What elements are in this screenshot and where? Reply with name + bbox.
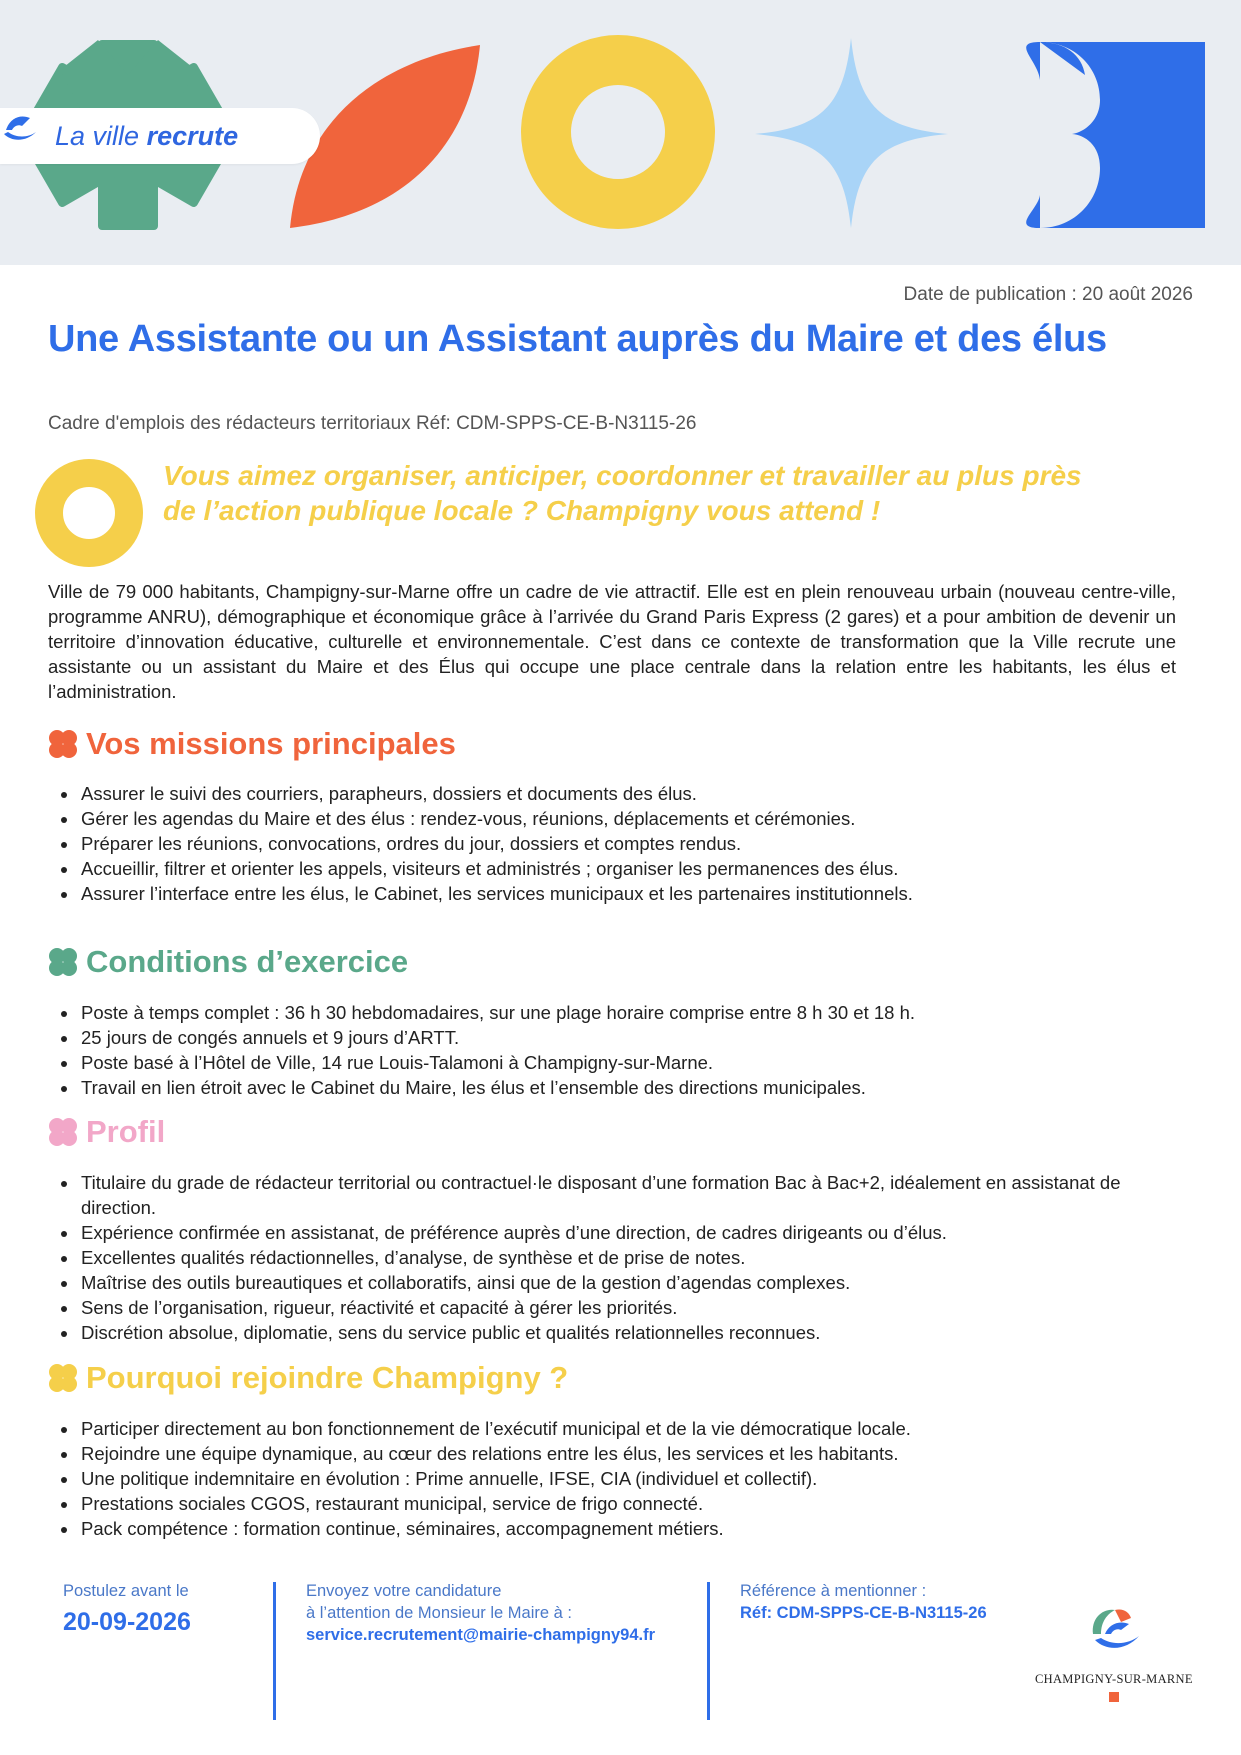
list-item: • Prestations sociales CGOS, restaurant municipal, service de frigo connecté. (79, 1491, 1159, 1516)
list-item: • Poste basé à l’Hôtel de Ville, 14 rue Louis-Talamoni à Champigny-sur-Marne. (79, 1050, 1159, 1075)
section-heading-missions: Vos missions principales (48, 726, 456, 762)
flower-icon (48, 729, 78, 759)
section-heading-conditions: Conditions d’exercice (48, 944, 408, 980)
list-item: • Discrétion absolue, diplomatie, sens du service public et qualités relationnelles reconnues. (79, 1320, 1159, 1345)
header-banner (0, 0, 1241, 265)
list-item: • Poste à temps complet : 36 h 30 hebdomadaires, sur une plage horaire comprise entre 8 h 30 et 18 h. (79, 1000, 1159, 1025)
profil-list (55, 1170, 1159, 1345)
conditions-list (55, 1000, 1159, 1100)
deadline-date: 20-09-2026 (63, 1608, 191, 1636)
list-item: • Pack compétence : formation continue, séminaires, accompagnement métiers. (79, 1516, 1159, 1541)
tagline-line-1: Vous aimez organiser, anticiper, coordonner et travailler au plus près (163, 460, 1082, 491)
section-heading-pourquoi: Pourquoi rejoindre Champigny ? (48, 1360, 568, 1396)
cadre-emplois-reference: Cadre d'emplois des rédacteurs territoriaux Réf: CDM-SPPS-CE-B-N3115-26 (48, 413, 697, 434)
reference-block (740, 1580, 987, 1624)
list-item: • Préparer les réunions, convocations, ordres du jour, dossiers et comptes rendus. (79, 831, 1159, 856)
pourquoi-list (55, 1416, 1159, 1541)
list-item: • Participer directement au bon fonctionnement de l’exécutif municipal et de la vie démocratique locale. (79, 1416, 1159, 1441)
flower-icon (48, 947, 78, 977)
city-name: CHAMPIGNY-SUR-MARNE (1035, 1672, 1193, 1686)
champigny-city-logo-icon (1085, 1600, 1145, 1656)
list-item: • Assurer l’interface entre les élus, le Cabinet, les services municipaux et les partenaires institutionnels. (79, 881, 1159, 906)
list-item: • Expérience confirmée en assistanat, de préférence auprès d’une direction, de cadres dirigeants ou d’élus. (79, 1220, 1159, 1245)
list-item: • Sens de l’organisation, rigueur, réactivité et capacité à gérer les priorités. (79, 1295, 1159, 1320)
list-item: • Titulaire du grade de rédacteur territorial ou contractuel·le disposant d’une formation Bac à Bac+2, idéalement en assistanat de direction. (79, 1170, 1159, 1220)
footer-divider (273, 1582, 276, 1720)
yellow-ring-shape (546, 60, 690, 204)
footer-divider (707, 1582, 710, 1720)
flower-icon (48, 1363, 78, 1393)
list-item: • Assurer le suivi des courriers, parapheurs, dossiers et documents des élus. (79, 781, 1159, 806)
reference-value: Réf: CDM-SPPS-CE-B-N3115-26 (740, 1604, 987, 1622)
page-title: Une Assistante ou un Assistant auprès du Maire et des élus (48, 318, 1107, 360)
yellow-ring-decoration (34, 458, 144, 568)
reference-label: Référence à mentionner : (740, 1582, 927, 1600)
deadline-label: Postulez avant le (63, 1582, 189, 1600)
deadline-block (63, 1580, 191, 1637)
light-blue-star-shape (755, 38, 948, 228)
send-label-1: Envoyez votre candidature (306, 1582, 502, 1600)
footer (0, 1570, 1241, 1750)
la-ville-recrute-tag (0, 108, 320, 164)
champigny-logo-icon (0, 108, 40, 144)
list-item: • Accueillir, filtrer et orienter les appels, visiteurs et administrés ; organiser les permanences des élus. (79, 856, 1159, 881)
blue-block-shape (1040, 42, 1205, 228)
tagline (163, 458, 1203, 528)
send-email-link[interactable]: service.recrutement@mairie-champigny94.fr (306, 1626, 655, 1644)
orange-square-decoration (1109, 1692, 1119, 1702)
flower-icon (48, 1117, 78, 1147)
publication-date: Date de publication : 20 août 2026 (903, 284, 1193, 305)
send-block (306, 1580, 655, 1646)
list-item: • Travail en lien étroit avec le Cabinet du Maire, les élus et l’ensemble des directions municipales. (79, 1075, 1159, 1100)
list-item: • Gérer les agendas du Maire et des élus : rendez-vous, réunions, déplacements et cérémonies. (79, 806, 1159, 831)
missions-list (55, 781, 1159, 906)
list-item: • Rejoindre une équipe dynamique, au cœur des relations entre les élus, les services et les habitants. (79, 1441, 1159, 1466)
list-item: • Une politique indemnitaire en évolution : Prime annuelle, IFSE, CIA (individuel et collectif). (79, 1466, 1159, 1491)
recrute-tag-text: La ville recrute (55, 120, 239, 151)
list-item: • Excellentes qualités rédactionnelles, d’analyse, de synthèse et de prise de notes. (79, 1245, 1159, 1270)
send-label-2: à l’attention de Monsieur le Maire à : (306, 1604, 572, 1622)
intro-paragraph: Ville de 79 000 habitants, Champigny-sur-Marne offre un cadre de vie attractif. Elle est en plein renouveau urbain (nouveau centre-ville, programme ANRU), démographique et économique grâce à l’arrivée du Grand Paris Express (2 gares) et a pour ambition de devenir un territoire d’innovation éducative, culturelle et environnementale. C’est dans ce contexte de transformation que la Ville recrute une assistante ou un assistant du Maire et des Élus qui occupe une place centrale dans la relation entre les habitants, les élus et l’administration. (48, 581, 1176, 702)
list-item: • Maîtrise des outils bureautiques et collaboratifs, ainsi que de la gestion d’agendas complexes. (79, 1270, 1159, 1295)
list-item: • 25 jours de congés annuels et 9 jours d’ARTT. (79, 1025, 1159, 1050)
tagline-line-2: de l’action publique locale ? Champigny vous attend ! (163, 495, 881, 526)
section-heading-profil: Profil (48, 1114, 165, 1150)
